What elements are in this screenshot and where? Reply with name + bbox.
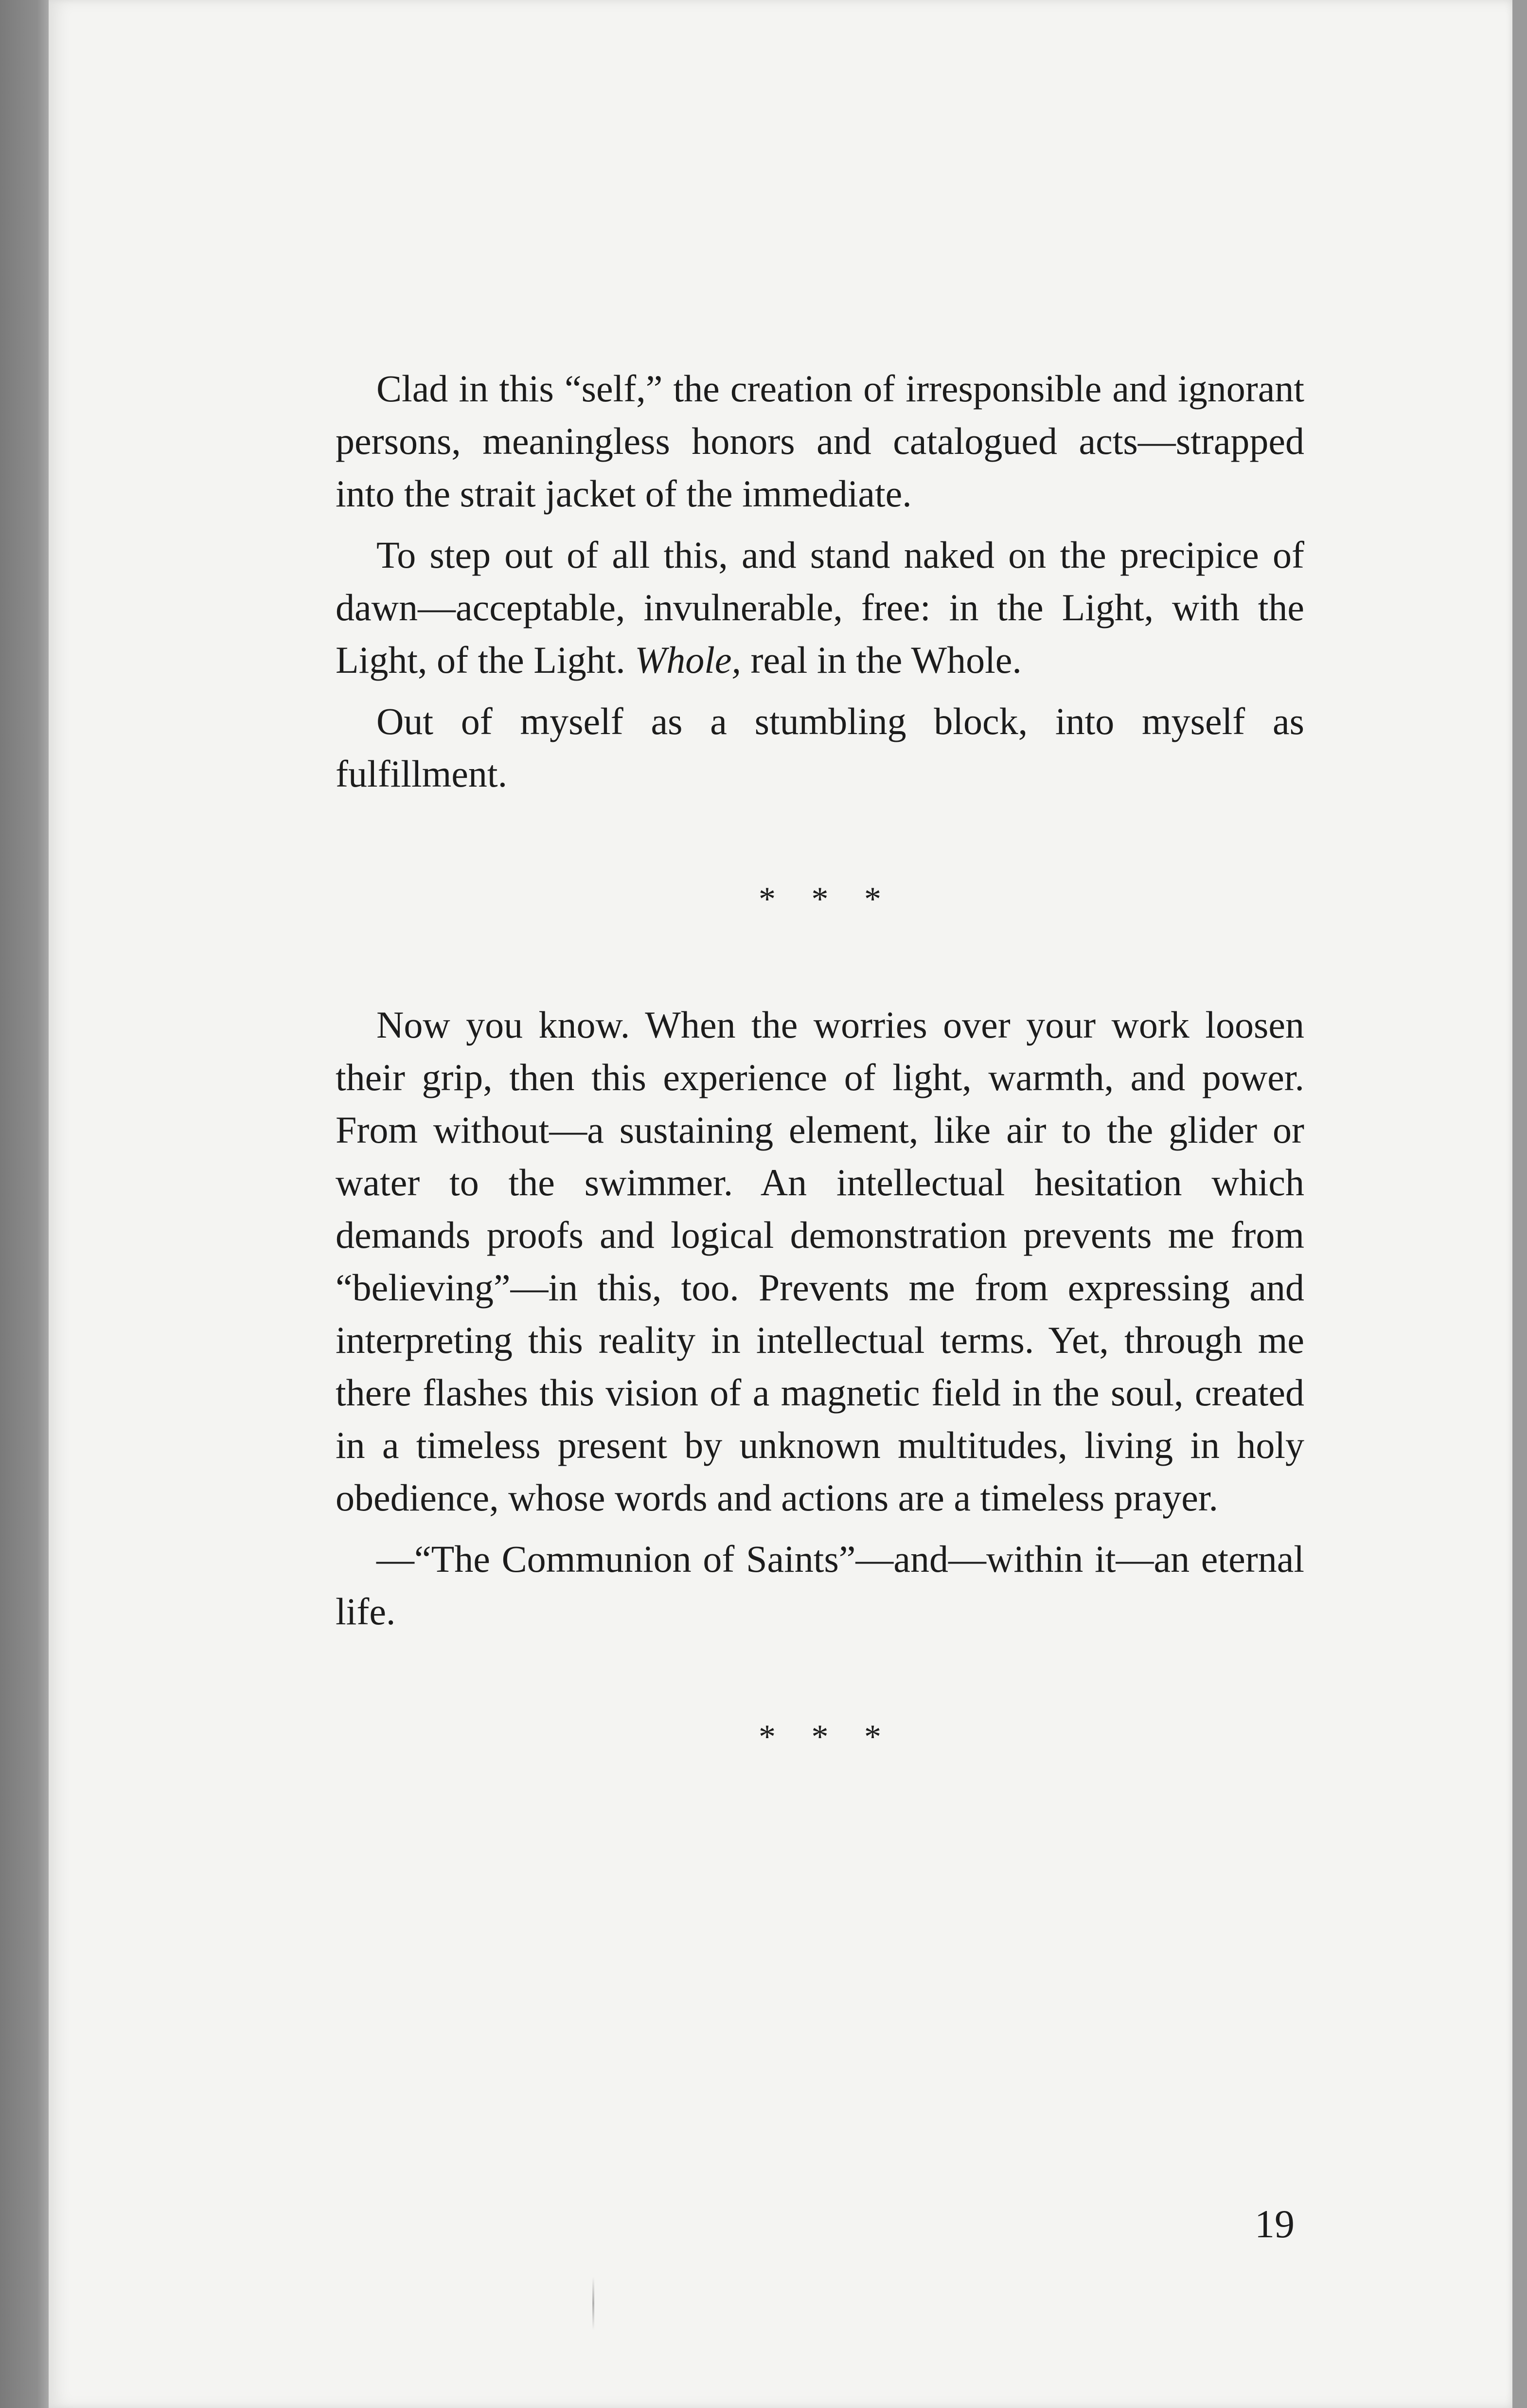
- book-page: [49, 0, 1512, 2408]
- scan-mark: [592, 2277, 594, 2330]
- paragraph-2-text-start: To step out of all this, and stand naked on the precipice of dawn—acceptable, invulnerable, free: in the Light, with the Light, of the Light.: [336, 534, 1304, 681]
- section-one-paragraph-1: Clad in this “self,” the creation of irresponsible and ignorant persons, meaningless honors and catalogued acts—strapped into the strait jacket of the immediate.: [336, 367, 1304, 515]
- section-one-paragraph-2: [336, 529, 1304, 686]
- page-body: [336, 362, 1304, 1836]
- page-number: 19: [1255, 2202, 1295, 2246]
- section-separator-2: * * *: [759, 1718, 895, 1756]
- paragraph-2-text-end: real in the Whole.: [741, 639, 1022, 681]
- section-two-paragraph-1: Now you know. When the worries over your work loosen their grip, then this experience of light, warmth, and power. From without—a sustaining element, like air to the glider or water to the swimmer. An intellectual hesitation which demands proofs and logical demonstration prevents me from “believing”—in this, too. Prevents me from expressing and interpreting this reality in intellectual terms. Yet, through me there flashes this vision of a magnetic field in the soul, created in a timeless present by unknown multitudes, living in holy obedience, whose words and actions are a timeless prayer.: [336, 1004, 1304, 1519]
- section-separator-1: * * *: [759, 881, 895, 918]
- section-one-paragraph-3: Out of myself as a stumbling block, into myself as fulfillment.: [336, 700, 1304, 795]
- section-two: [336, 999, 1304, 1638]
- paragraph-2-italic-word: Whole,: [635, 639, 742, 681]
- scan-edge-left: [0, 0, 53, 2408]
- section-two-paragraph-2: —“The Communion of Saints”—and—within it—an eternal life.: [336, 1538, 1304, 1633]
